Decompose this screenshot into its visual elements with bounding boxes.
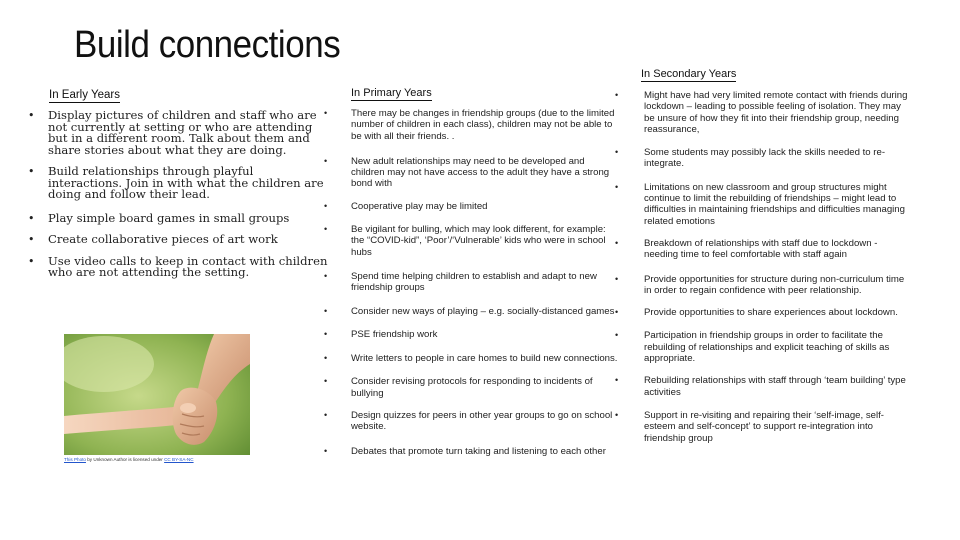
list-item: • Provide opportunities for structure during non-curriculum time in order to regain confidence with peer relationship. (614, 274, 910, 297)
page-title: Build connections (74, 24, 341, 66)
primary-years-heading (351, 87, 432, 101)
secondary-years-heading (641, 68, 736, 82)
list-item: • Use video calls to keep in contact with children who are not attending the setting. (28, 256, 328, 279)
primary-years-heading-text: In Primary Years (351, 87, 432, 99)
photo-caption-text: by Unknown Author is licensed under (85, 457, 165, 462)
early-years-heading (49, 89, 120, 103)
list-item: • Rebuilding relationships with staff through ‘team building’ type activities (614, 375, 910, 398)
photo-source-link[interactable]: This Photo (64, 457, 86, 462)
secondary-years-heading-text: In Secondary Years (641, 68, 737, 80)
holding-hands-illustration (64, 334, 250, 458)
license-link[interactable]: CC BY-SA-NC (164, 457, 194, 462)
list-item: • Consider revising protocols for responding to incidents of bullying (324, 376, 620, 399)
list-item: • Limitations on new classroom and group structures might continue to limit the rebuilding of friendships – might lead to difficulties in maintaining friendships and difficulties managing related emotions (614, 182, 910, 227)
list-item: • Create collaborative pieces of art work (28, 234, 328, 246)
list-item: • Spend time helping children to establish and adapt to new friendship groups (324, 271, 620, 294)
list-item: • Build relationships through playful interactions. Join in with what the children are doing and follow their lead. (28, 166, 328, 201)
list-item: • Might have had very limited remote contact with friends during lockdown – leading to possible feeling of isolation. They may be unsure of how they fit into their friendship group, needing reassurance, (614, 90, 910, 135)
primary-years-list (324, 108, 620, 457)
list-item: • Design quizzes for peers in other year groups to go on school website. (324, 410, 620, 433)
list-item: • Debates that promote turn taking and listening to each other (324, 446, 620, 457)
list-item: • Display pictures of children and staff who are not currently at setting or who are attending but in a different room. Talk about them and share stories about what they are doing. (28, 110, 328, 156)
list-item: • Provide opportunities to share experiences about lockdown. (614, 307, 910, 318)
list-item: • Some students may possibly lack the skills needed to re-integrate. (614, 147, 910, 170)
list-item: • There may be changes in friendship groups (due to the limited number of children in each class), children may not be able to be with all their friends. . (324, 108, 620, 142)
list-item: • Play simple board games in small groups (28, 213, 328, 225)
list-item: • PSE friendship work (324, 329, 620, 340)
list-item: • Write letters to people in care homes to build new connections. (324, 353, 620, 364)
list-item: • Consider new ways of playing – e.g. socially-distanced games (324, 306, 620, 317)
list-item: • Breakdown of relationships with staff due to lockdown - needing time to feel comfortable with staff again (614, 238, 910, 261)
photo-caption (64, 455, 250, 465)
holding-hands-photo (64, 334, 250, 458)
early-years-heading-text: In Early Years (49, 89, 120, 101)
early-years-list (28, 110, 328, 289)
list-item: • Participation in friendship groups in order to facilitate the rebuilding of relationships and explicit teaching of skills as appropriate. (614, 330, 910, 364)
list-item: • New adult relationships may need to be developed and children may not have access to the adult they have a strong bond with (324, 156, 620, 190)
list-item: • Cooperative play may be limited (324, 201, 620, 212)
list-item: • Be vigilant for bulling, which may look different, for example: the “COVID-kid”, ‘Poor’/‘Vulnerable’ kids who were in school hubs (324, 224, 620, 258)
secondary-years-list (614, 90, 910, 444)
list-item: • Support in re-visiting and repairing their ‘self-image, self-esteem and self-concept’ to support re-integration into friendship group (614, 410, 910, 444)
